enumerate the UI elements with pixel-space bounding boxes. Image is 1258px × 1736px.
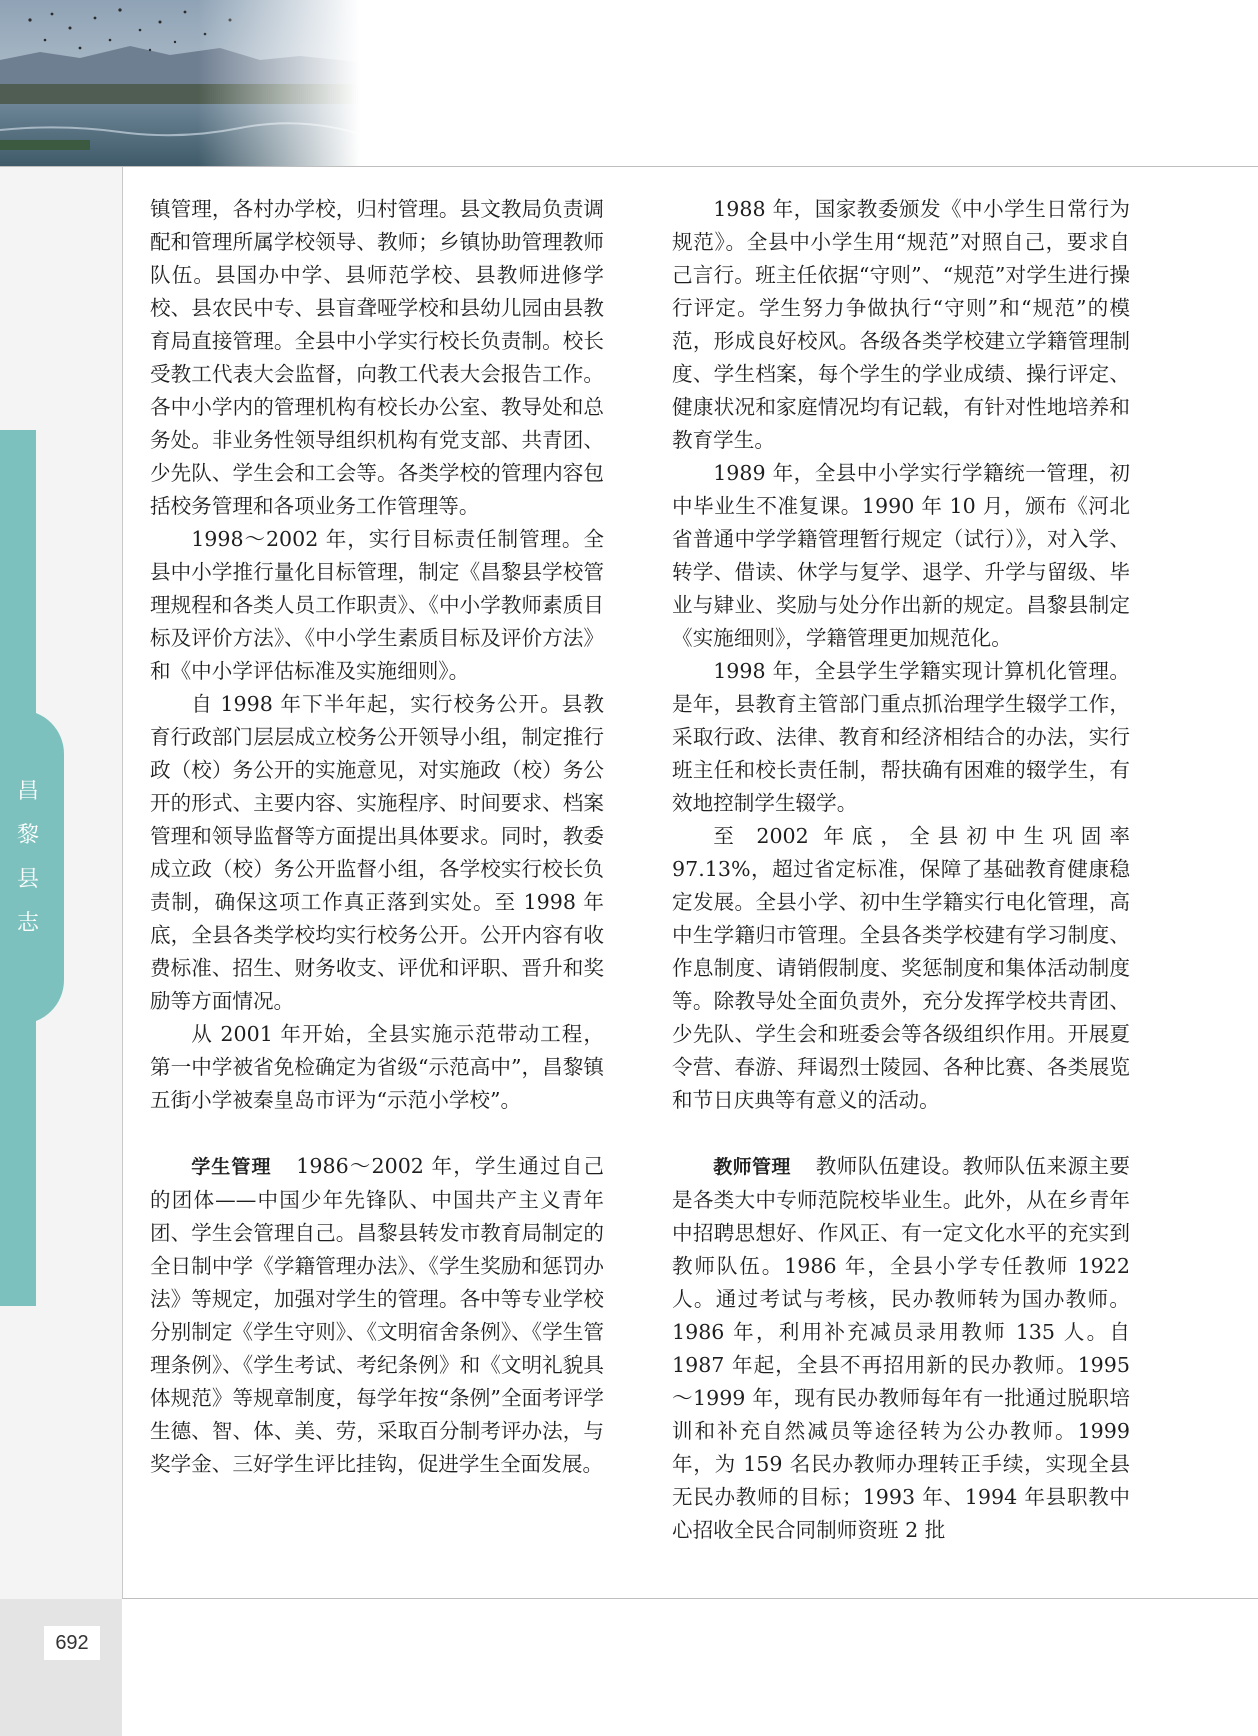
side-book-title: [0, 770, 56, 946]
right-text-column: [672, 193, 1130, 1547]
footer-rule: [122, 1598, 1258, 1599]
side-title-char: 县: [16, 867, 39, 892]
section-text: 1986～2002 年，学生通过自己的团体——中国少年先锋队、中国共产主义青年团、学生会管理自己。昌黎县转发市教育局制定的全日制中学《学籍管理办法》、《学生奖励和惩罚办法》等规定，加强对学生的管理。各中等专业学校分别制定《学生守则》、《文明宿舍条例》、《学生管理条例》、《学生考试、考纪条例》和《文明礼貌具体规范》等规章制度，每学年按“条例”全面考评学生德、智、体、美、劳，采取百分制考评办法，与奖学金、三好学生评比挂钩，促进学生全面发展。: [150, 1154, 604, 1476]
paragraph: 1989 年，全县中小学实行学籍统一管理，初中毕业生不准复课。1990 年 10 月，颁布《河北省普通中学学籍管理暂行规定（试行）》，对入学、转学、借读、休学与复学、退学、升学与留级、毕业与肄业、奖励与处分作出新的规定。昌黎县制定《实施细则》，学籍管理更加规范化。: [672, 461, 1130, 650]
paragraph: 1998 年，全县学生学籍实现计算机化管理。是年，县教育主管部门重点抓治理学生辍学工作，采取行政、法律、教育和经济相结合的办法，实行班主任和校长责任制，帮扶确有困难的辍学生，有效地控制学生辍学。: [672, 659, 1130, 815]
paragraph: 从 2001 年开始，全县实施示范带动工程，第一中学被省免检确定为省级“示范高中”，昌黎镇五街小学被秦皇岛市评为“示范小学校”。: [150, 1022, 604, 1112]
side-title-char: 黎: [16, 823, 39, 848]
section-teacher-management: [672, 1150, 1130, 1547]
footer-margin: [0, 1599, 122, 1736]
left-text-column: [150, 193, 604, 1481]
page-number: 692: [44, 1626, 100, 1660]
paragraph: 1998～2002 年，实行目标责任制管理。全县中小学推行量化目标管理，制定《昌黎县学校管理规程和各类人员工作职责》、《中小学教师素质目标及评价方法》、《中小学生素质目标及评价方法》和《中小学评估标准及实施细则》。: [150, 527, 604, 683]
side-title-char: 志: [16, 911, 39, 936]
paragraph: 至 2002 年底，全县初中生巩固率 97.13%，超过省定标准，保障了基础教育健康稳定发展。全县小学、初中生学籍实行电化管理，高中生学籍归市管理。全县各类学校建有学习制度、作息制度、请销假制度、奖惩制度和集体活动制度等。除教导处全面负责外，充分发挥学校共青团、少先队、学生会和班委会等各级组织作用。开展夏令营、春游、拜谒烈士陵园、各种比赛、各类展览和节日庆典等有意义的活动。: [672, 824, 1130, 1112]
section-heading: 学生管理: [191, 1156, 272, 1178]
margin-divider: [122, 167, 123, 1599]
header-landscape-photo: [0, 0, 360, 166]
paragraph: 镇管理，各村办学校，归村管理。县文教局负责调配和管理所属学校领导、教师；乡镇协助管理教师队伍。县国办中学、县师范学校、县教师进修学校、县农民中专、县盲聋哑学校和县幼儿园由县教育局直接管理。全县中小学实行校长负责制。校长受教工代表大会监督，向教工代表大会报告工作。各中小学内的管理机构有校长办公室、教导处和总务处。非业务性领导组织机构有党支部、共青团、少先队、学生会和工会等。各类学校的管理内容包括校务管理和各项业务工作管理等。: [150, 197, 604, 518]
section-heading: 教师管理: [713, 1156, 791, 1178]
section-text: 教师队伍建设。教师队伍来源主要是各类大中专师范院校毕业生。此外，从在乡青年中招聘思想好、作风正、有一定文化水平的充实到教师队伍。1986 年，全县小学专任教师 1922 人。通过考试与考核，民办教师转为国办教师。1986 年，利用补充减员录用教师 135 人。自 1987 年起，全县不再招用新的民办教师。1995～1999 年，现有民办教师每年有一批通过脱职培训和补充自然减员等途径转为公办教师。1999 年，为 159 名民办教师办理转正手续，实现全县无民办教师的目标；1993 年、1994 年县职教中心招收全民合同制师资班 2 批: [672, 1154, 1130, 1542]
paragraph: 自 1998 年下半年起，实行校务公开。县教育行政部门层层成立校务公开领导小组，制定推行政（校）务公开的实施意见，对实施政（校）务公开的形式、主要内容、实施程序、时间要求、档案管理和领导监督等方面提出具体要求。同时，教委成立政（校）务公开监督小组，各学校实行校长负责制，确保这项工作真正落到实处。至 1998 年底，全县各类学校均实行校务公开。公开内容有收费标准、招生、财务收支、评优和评职、晋升和奖励等方面情况。: [150, 692, 604, 1013]
side-title-char: 昌: [16, 779, 39, 804]
paragraph: 1988 年，国家教委颁发《中小学生日常行为规范》。全县中小学生用“规范”对照自己，要求自己言行。班主任依据“守则”、“规范”对学生进行操行评定。学生努力争做执行“守则”和“规范”的模范，形成良好校风。各级各类学校建立学籍管理制度、学生档案，每个学生的学业成绩、操行评定、健康状况和家庭情况均有记载，有针对性地培养和教育学生。: [672, 197, 1130, 452]
header-rule: [0, 166, 1258, 167]
section-student-management: [150, 1150, 604, 1481]
